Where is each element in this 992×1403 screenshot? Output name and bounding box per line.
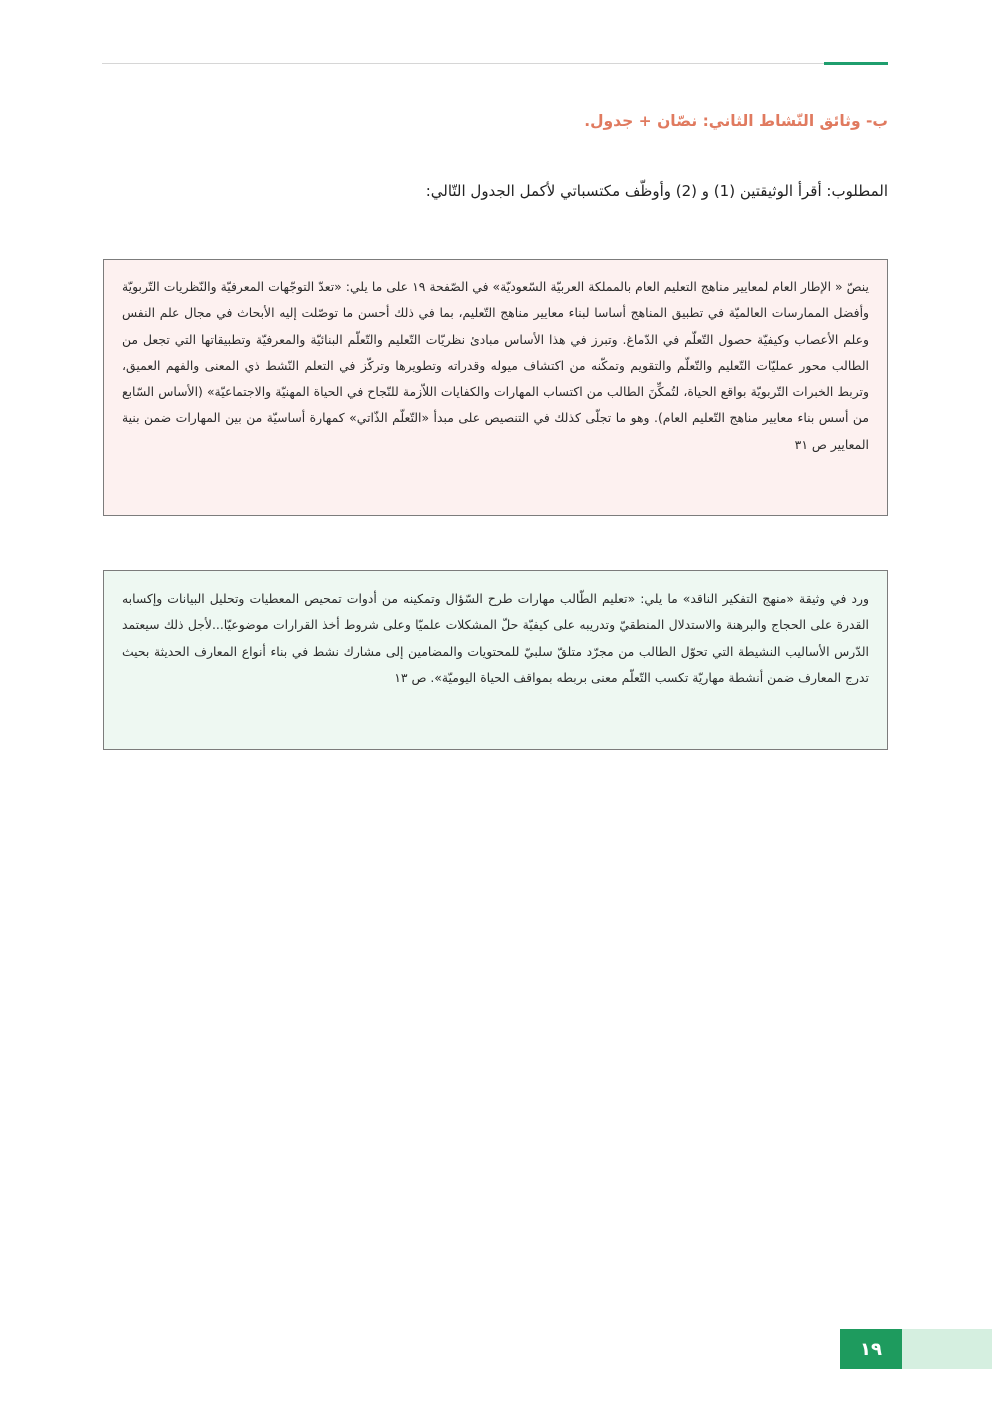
page-number-tab <box>902 1329 992 1369</box>
header-rule <box>102 63 888 64</box>
document-1-text: ينصّ « الإطار العام لمعايير مناهج التعليم العام بالمملكة العربيّة السّعوديّة» في الصّفحة ١٩ على ما يلي: «تعدّ التوجّهات المعرفيّة والنّظريات التّربويّة وأفضل الممارسات العالميّة في تطبيق المناهج أساسا لبناء معايير مناهج التّعليم، بما في ذلك أحسن ما توصّلت إليه الأبحاث في مجال علم النفس وعلم الأعصاب وكيفيّة حصول التّعلّم في الدّماغ. وتبرز في هذا الأساس مبادئ نظريّات التّعليم والتّعلّم البنائيّة والمعرفيّة وتطبيقاتها التي تجعل من الطالب محور عمليّات التّعليم والتّعلّم والتقويم وتمكّنه من اكتشاف ميوله وقدراته وتطويرها وتركّز في التعلم النّشط ذي المعنى والفهم العميق، وتربط الخبرات التّربويّة بواقع الحياة، لتُمكِّنَ الطالب من اكتساب المهارات والكفايات اللاّزمة للنّجاح في الحياة المهنيّة والاجتماعيّة» (الأساس السّابع من أسس بناء معايير مناهج التّعليم العام). وهو ما تجلّى كذلك في التنصيص على مبدأ «التّعلّم الذّاتي» كمهارة أساسيّة من بين المهارات ضمن بنية المعايير ص ٣١ <box>122 279 869 452</box>
page-number: ١٩ <box>840 1329 902 1369</box>
document-2-box <box>103 570 888 750</box>
document-1-box <box>103 259 888 516</box>
document-2-text: ورد في وثيقة «منهج التفكير الناقد» ما يلي: «تعليم الطّالب مهارات طرح السّؤال وتمكينه من أدوات تمحيص المعطيات وتحليل البيانات وإكسابه القدرة على الحجاج والبرهنة والاستدلال المنطقيّ وتدريبه على كيفيّة حلّ المشكلات علميّا وعلى شروط أخذ القرارات موضوعيّا...لأجل ذلك سيعتمد الدّرس الأساليب النشيطة التي تحوّل الطالب من مجرّد متلقّ سلبيّ للمحتويات والمضامين إلى مشارك نشط في بناء أنواع المعارف الحديثة بحيث تدرج المعارف ضمن أنشطة مهاريّة تكسب التّعلّم معنى بربطه بمواقف الحياة اليوميّة». ص ١٣ <box>122 591 869 685</box>
instruction-text: المطلوب: أقرأ الوثيقتين (1) و (2) وأوظّف مكتسباتي لأكمل الجدول التّالي: <box>425 182 888 200</box>
header-accent-bar <box>824 62 888 65</box>
section-heading: ب- وثائق النّشاط الثاني: نصّان + جدول. <box>584 112 888 130</box>
